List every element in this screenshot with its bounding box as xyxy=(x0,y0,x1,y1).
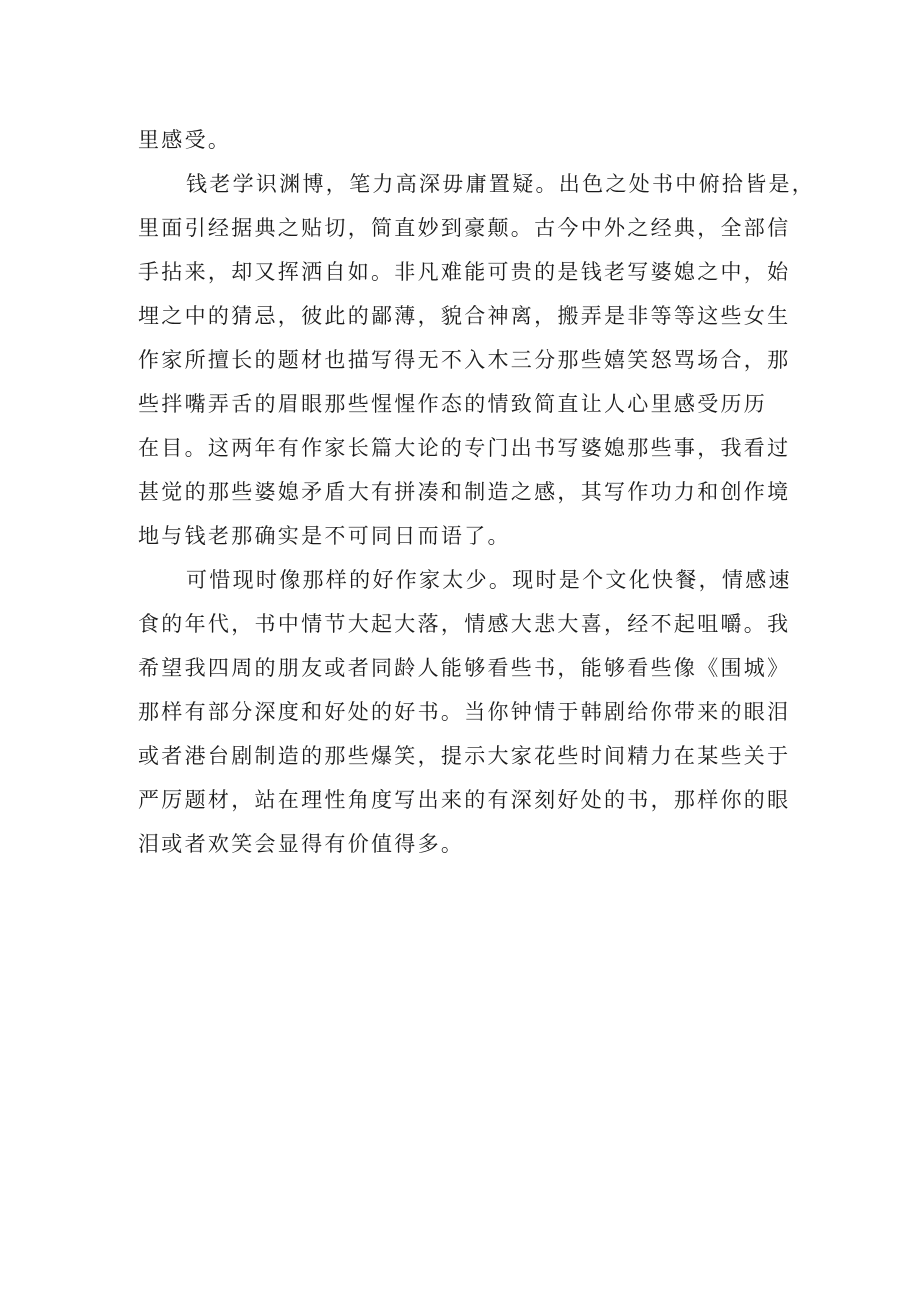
paragraph-1 xyxy=(138,118,788,162)
text-line: 里面引经据典之贴切，简直妙到豪颠。古今中外之经典，全部信 xyxy=(138,216,791,240)
text-line: 可惜现时像那样的好作家太少。现时是个文化快餐，情感速 xyxy=(186,568,792,592)
text-line: 里感受。 xyxy=(138,128,232,152)
text-line: 手拈来，却又挥洒自如。非凡难能可贵的是钱老写婆媳之中，始 xyxy=(138,260,791,284)
text-line: 那样有部分深度和好处的好书。当你钟情于韩剧给你带来的眼泪 xyxy=(138,700,791,724)
text-line: 地与钱老那确实是不可同日而语了。 xyxy=(138,524,511,548)
text-line: 埋之中的猜忌，彼此的鄙薄，貌合神离，搬弄是非等等这些女生 xyxy=(138,304,791,328)
text-line: 或者港台剧制造的那些爆笑，提示大家花些时间精力在某些关于 xyxy=(138,744,791,768)
text-line: 钱老学识渊博，笔力高深毋庸置疑。出色之处书中俯拾皆是， xyxy=(186,172,816,196)
text-line: 在目。这两年有作家长篇大论的专门出书写婆媳那些事，我看过 xyxy=(138,436,791,460)
text-line: 严厉题材，站在理性角度写出来的有深刻好处的书，那样你的眼 xyxy=(138,788,791,812)
document-body xyxy=(138,118,816,866)
text-line: 甚觉的那些婆媳矛盾大有拼凑和制造之感，其写作功力和创作境 xyxy=(138,480,791,504)
paragraph-3 xyxy=(138,558,792,866)
text-line: 作家所擅长的题材也描写得无不入木三分那些嬉笑怒骂场合，那 xyxy=(138,348,791,372)
text-line: 希望我四周的朋友或者同龄人能够看些书，能够看些像《围城》 xyxy=(138,656,791,680)
text-line: 些拌嘴弄舌的眉眼那些惺惺作态的情致简直让人心里感受历历 xyxy=(138,392,768,416)
text-line: 食的年代，书中情节大起大落，情感大悲大喜，经不起咀嚼。我 xyxy=(138,612,791,636)
paragraph-2 xyxy=(138,162,816,558)
text-line: 泪或者欢笑会显得有价值得多。 xyxy=(138,832,465,856)
